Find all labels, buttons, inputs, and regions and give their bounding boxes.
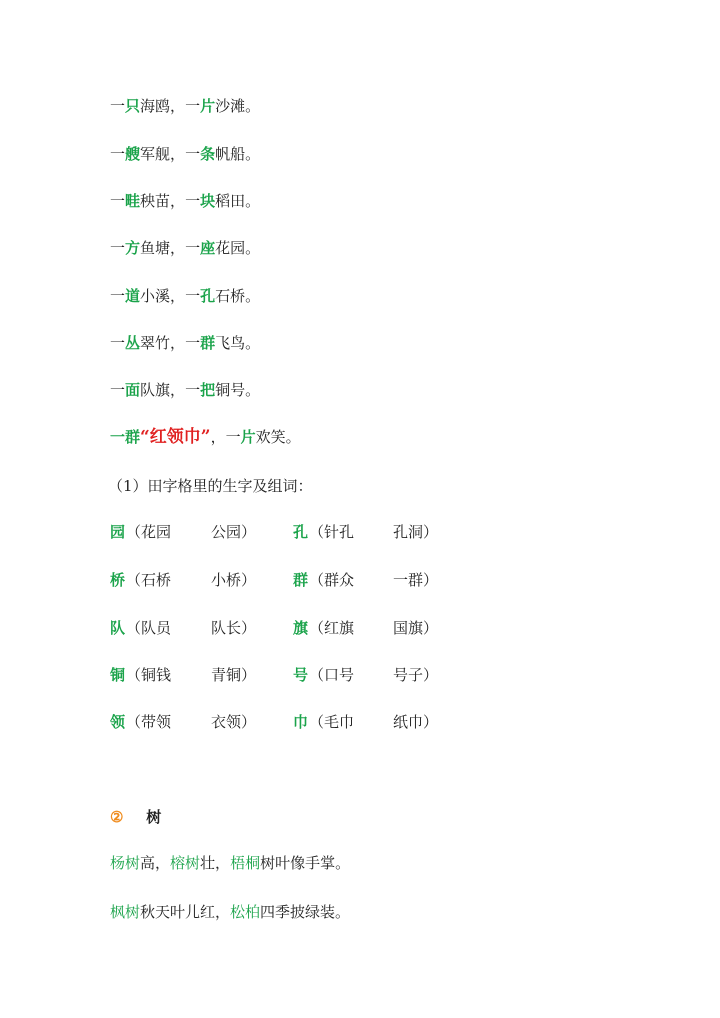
phrase-line-7: 一面队旗，一把铜号。 [110,381,261,399]
tree-line-2: 枫树秋天叶儿红，松柏四季披绿装。 [110,903,351,921]
phrase-line-5: 一道小溪，一孔石桥。 [110,287,261,305]
word: 青铜） [211,666,257,684]
char: 园 [110,523,126,541]
word: （队员 [126,619,172,637]
word: 一群） [393,571,439,589]
char: 号 [293,666,309,684]
char: 领 [110,713,126,731]
section-title: 树 [146,808,162,826]
char: 铜 [110,666,126,684]
phrase-line-4: 一方鱼塘，一座花园。 [110,239,261,257]
word: 号子） [393,666,439,684]
word: （石桥 [126,571,172,589]
word: 公园） [211,523,257,541]
phrase-line-6: 一丛翠竹，一群飞鸟。 [110,334,261,352]
word: （群众 [309,571,355,589]
char: 群 [293,571,309,589]
phrase-line-2: 一艘军舰，一条帆船。 [110,145,261,163]
section-number: ② [110,808,124,826]
word: （花园 [126,523,172,541]
word: 小桥） [211,571,257,589]
word: （口号 [309,666,355,684]
char: 队 [110,619,126,637]
word: 队长） [211,619,257,637]
word: （铜钱 [126,666,172,684]
phrase-line-1: 一只海鸥，一片沙滩。 [110,97,261,115]
char: 孔 [293,523,309,541]
tree-line-1: 杨树高，榕树壮，梧桐树叶像手掌。 [110,854,351,872]
phrase-line-3: 一畦秧苗，一块稻田。 [110,192,261,210]
word: 孔洞） [393,523,439,541]
word: （毛巾 [309,713,355,731]
word: 纸巾） [393,713,439,731]
word: （针孔 [309,523,355,541]
word: （带领 [126,713,172,731]
phrase-line-8: 一群“红领巾”，一片欢笑。 [110,427,301,447]
char: 旗 [293,619,309,637]
word: 国旗） [393,619,439,637]
word: 衣领） [211,713,257,731]
section-1-title: （1）田字格里的生字及组词： [108,477,313,495]
section-2-heading [110,807,161,827]
char: 巾 [293,713,309,731]
char: 桥 [110,571,126,589]
word: （红旗 [309,619,355,637]
